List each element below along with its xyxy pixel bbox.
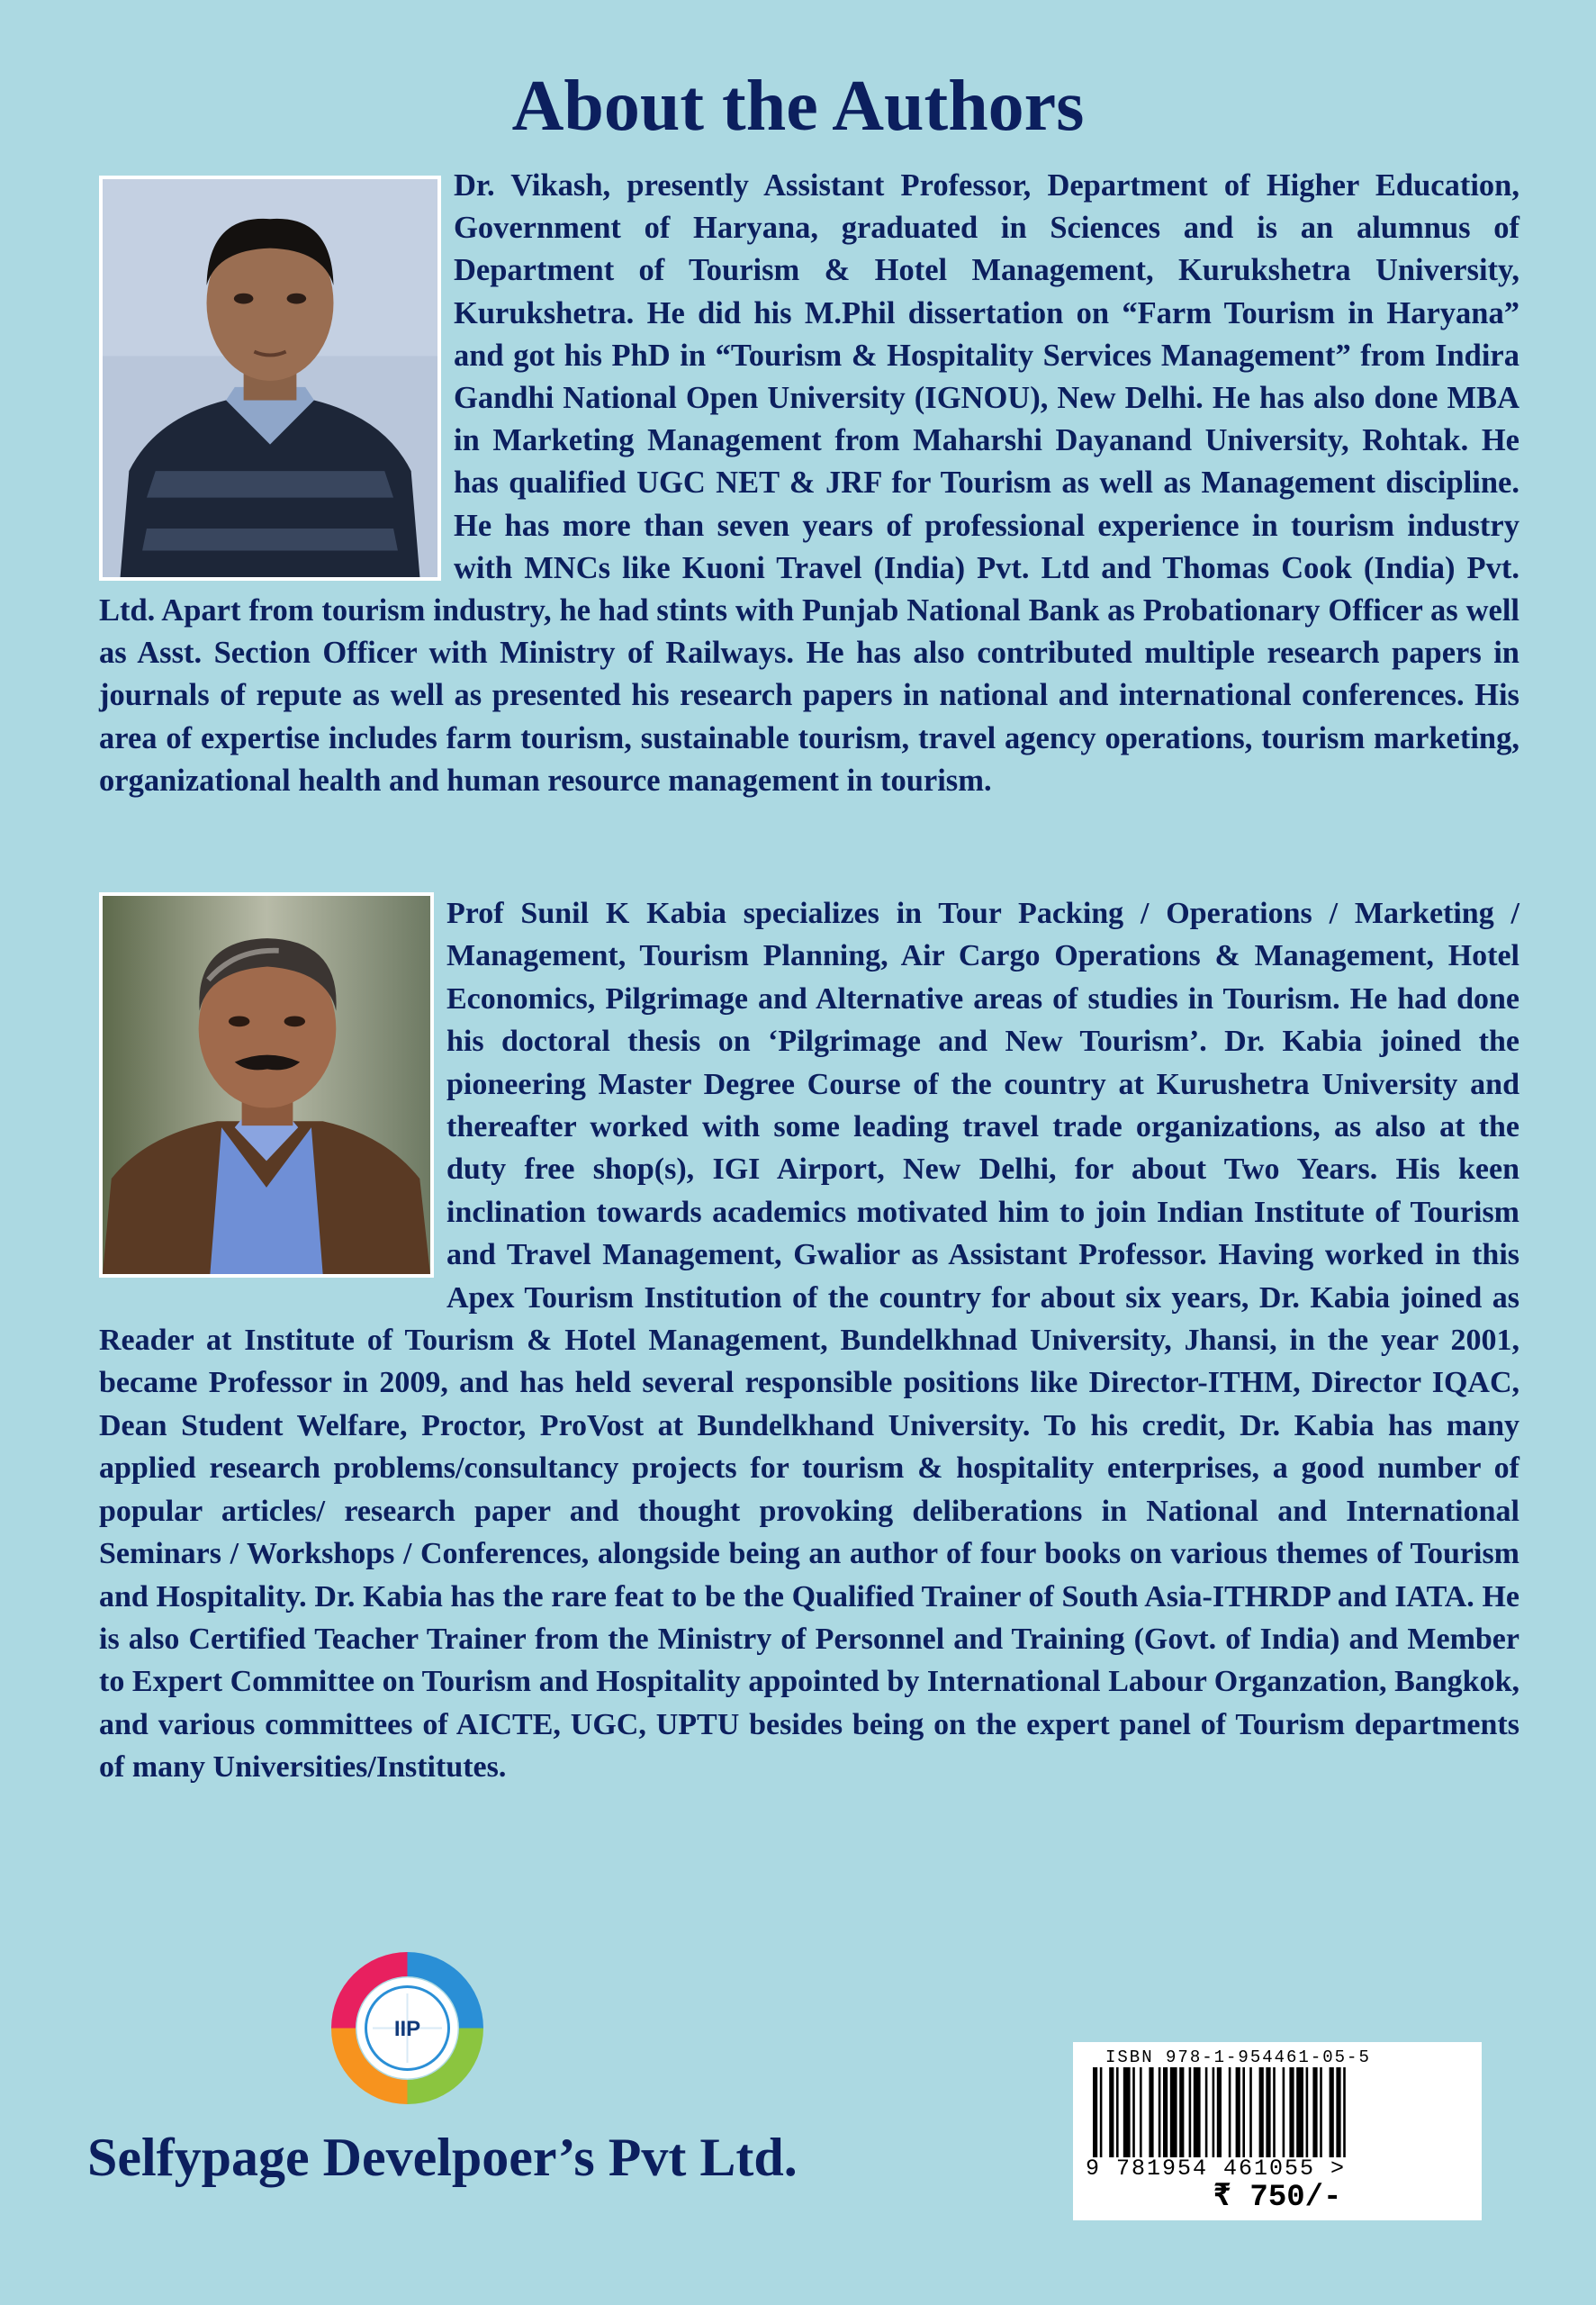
publisher-name: Selfypage Develpoer’s Pvt Ltd. xyxy=(87,2128,798,2187)
barcode-digits: 9 781954 461055 > xyxy=(1086,2156,1347,2182)
author-photo-kabia xyxy=(99,892,434,1278)
page-title: About the Authors xyxy=(511,67,1085,146)
price-label: ₹ 750/- xyxy=(1213,2181,1342,2215)
author-bio-vikash xyxy=(99,165,1519,802)
barcode xyxy=(1073,2042,1482,2220)
author-bio-text: Dr. Vikash, presently Assistant Professor, Department of Higher Education, Government of Haryana, graduated in Sciences and is an alumnus of Department of Tourism & Hotel Management, Kurukshetra University, Kurukshetra. He did his M.Phil dissertation on “Farm Tourism in Haryana” and got his PhD in “Tourism & Hospitality Services Management” from Indira Gandhi National Open University (IGNOU), New Delhi. He has also done MBA in Marketing Management from Maharshi Dayanand University, Rohtak. He has qualified UGC NET & JRF for Tourism as well as Management discipline. He has more than seven years of professional experience in tourism industry with MNCs like Kuoni Travel (India) Pvt. Ltd and Thomas Cook (India) Pvt. Ltd. Apart from tourism industry, he had stints with Punjab National Bank as Probationary Officer as well as Asst. Section Officer with Ministry of Railways. He has also contributed multiple research papers in journals of repute as well as presented his research papers in national and international conferences. His area of expertise includes farm tourism, sustainable tourism, travel agency operations, tourism marketing, organizational health and human resource management in tourism. xyxy=(99,168,1519,798)
logo-abbr: IIP xyxy=(393,2017,421,2041)
isbn-text: ISBN 978-1-954461-05-5 xyxy=(1105,2047,1371,2067)
publisher-logo xyxy=(324,1945,491,2111)
author-bio-text: Prof Sunil K Kabia specializes in Tour Packing / Operations / Marketing / Management, Tourism Planning, Air Cargo Operations & Management, Hotel Economics, Pilgrimage and Alternative areas of studies in Tourism. He had done his doctoral thesis on ‘Pilgrimage and New Tourism’. Dr. Kabia joined the pioneering Master Degree Course of the country at Kurushetra University and thereafter worked with some leading travel trade organizations, as also at the duty free shop(s), IGI Airport, New Delhi, for about Two Years. His keen inclination towards academics motivated him to join Indian Institute of Tourism and Travel Management, Gwalior as Assistant Professor. Having worked in this Apex Tourism Institution of the country for about six years, Dr. Kabia joined as Reader at Institute of Tourism & Hotel Management, Bundelkhnad University, Jhansi, in the year 2001, became Professor in 2009, and has held several responsible positions like Director-ITHM, Director IQAC, Dean Student Welfare, Proctor, ProVost at Bundelkhand University. To his credit, Dr. Kabia has many applied research problems/consultancy projects for tourism & hospitality enterprises, a good number of popular articles/ research paper and thought provoking deliberations in National and International Seminars / Workshops / Conferences, alongside being an author of four books on various themes of Tourism and Hospitality. Dr. Kabia has the rare feat to be the Qualified Trainer of South Asia-ITHRDP and IATA. He is also Certified Teacher Trainer from the Ministry of Personnel and Training (Govt. of India) and Member to Expert Committee on Tourism and Hospitality appointed by International Labour Organzation, Bangkok, and various committees of AICTE, UGC, UPTU besides being on the expert panel of Tourism departments of many Universities/Institutes. xyxy=(99,897,1519,1785)
author-photo-vikash xyxy=(99,176,441,581)
author-bio-kabia xyxy=(99,892,1519,1789)
barcode-bars xyxy=(1093,2067,1457,2157)
